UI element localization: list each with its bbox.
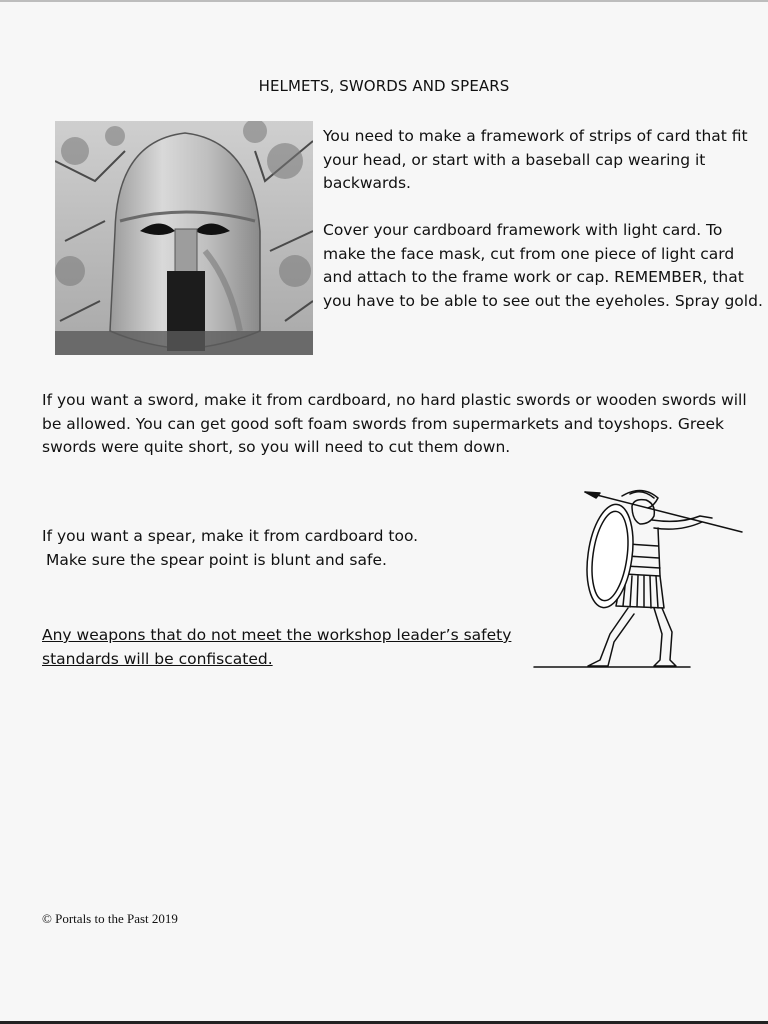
warning-text: Any weapons that do not meet the workshop leader’s safety standards will be confiscated. <box>42 626 512 668</box>
spear-paragraph <box>42 525 512 572</box>
copyright-footer: © Portals to the Past 2019 <box>42 911 178 926</box>
spear-line-1: If you want a spear, make it from cardboard too. <box>42 527 419 545</box>
helmet-photo <box>55 121 313 355</box>
helmet-paragraph-2: Cover your cardboard framework with light card. To make the face mask, cut from one piece of light card and attach to the frame work or cap. REMEMBER, that you have to be able to see out the eyeholes. Spray gold. <box>323 221 763 310</box>
warrior-drawing <box>530 484 746 674</box>
helmet-paragraph-1: You need to make a framework of strips of card that fit your head, or start with a baseball cap wearing it backwards. <box>323 127 748 192</box>
sword-paragraph: If you want a sword, make it from cardboard, no hard plastic swords or wooden swords will be allowed. You can get good soft foam swords from supermarkets and toyshops. Greek swords were quite short, so you will need to cut them down. <box>42 391 747 456</box>
spear-line-2: Make sure the spear point is blunt and safe. <box>46 550 387 569</box>
page-title: HELMETS, SWORDS AND SPEARS <box>258 77 510 95</box>
scan-edge-top <box>0 0 768 2</box>
